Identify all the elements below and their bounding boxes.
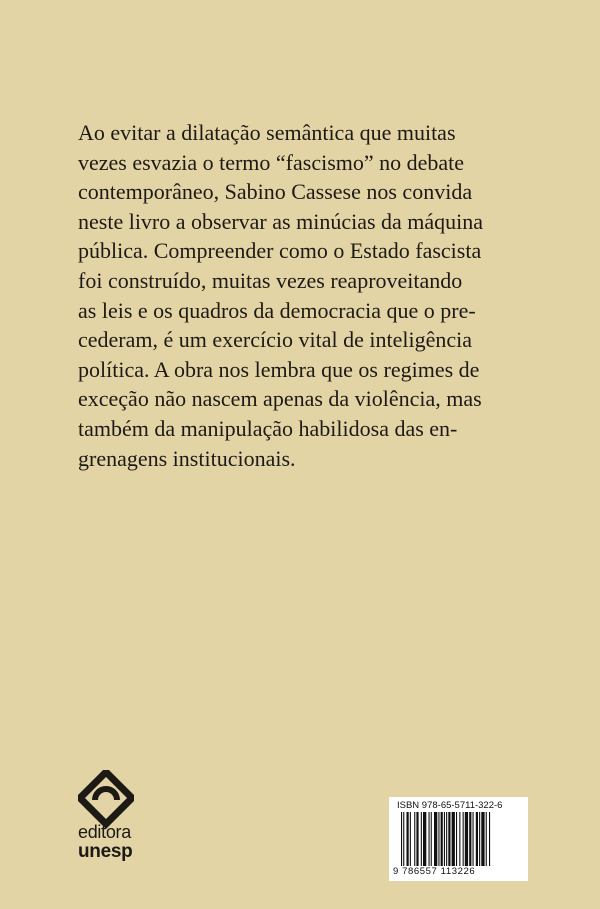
- isbn-barcode: [389, 797, 528, 881]
- blurb-line: grenagens institucionais.: [78, 445, 296, 471]
- blurb-line: as leis e os quadros da democracia que o pre-: [78, 297, 476, 323]
- blurb-line: Ao evitar a dilatação semântica que muitas: [78, 120, 456, 145]
- blurb-line: também da manipulação habilidosa das en-: [78, 415, 458, 441]
- blurb-line: pública. Compreender como o Estado fascista: [78, 238, 482, 264]
- back-cover-blurb: [78, 118, 538, 473]
- unesp-logo-icon: [78, 770, 144, 830]
- barcode-digits: 9 786557 113226: [393, 866, 476, 877]
- blurb-line: exceção não nascem apenas da violência, mas: [78, 386, 482, 412]
- isbn-label: ISBN 978-65-5711-322-6: [397, 800, 503, 811]
- publisher-name-line2: unesp: [78, 841, 133, 862]
- blurb-line: foi construído, muitas vezes reaproveitando: [78, 267, 463, 293]
- blurb-line: contemporâneo, Sabino Cassese nos convida: [78, 179, 473, 205]
- blurb-line: cederam, é um exercício vital de inteligência: [78, 327, 472, 353]
- barcode-bars: [401, 812, 519, 866]
- publisher-name-line1: editora: [78, 822, 131, 842]
- blurb-line: vezes esvazia o termo “fascismo” no debate: [78, 149, 465, 175]
- blurb-line: política. A obra nos lembra que os regimes de: [78, 356, 480, 382]
- blurb-line: neste livro a observar as minúcias da máquina: [78, 208, 484, 234]
